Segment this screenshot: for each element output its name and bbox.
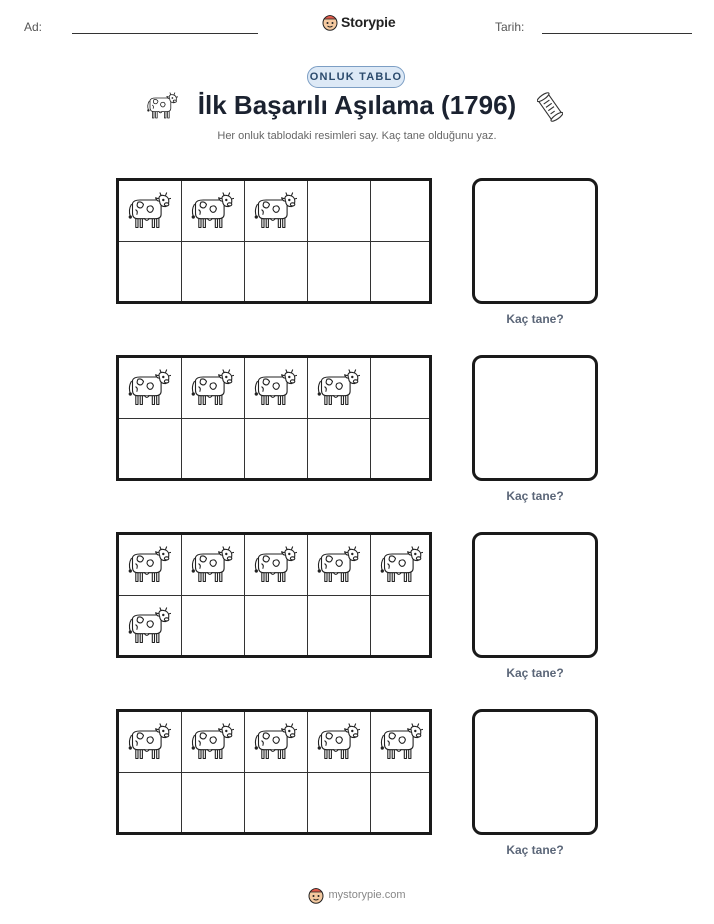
cow-icon: [127, 192, 171, 230]
page-title: İlk Başarılı Aşılama (1796): [197, 90, 517, 120]
footer-url: mystorypie.com: [328, 889, 406, 901]
cow-icon: [253, 546, 297, 584]
footer: [0, 886, 714, 904]
brand-name: Storypie: [341, 14, 396, 30]
cow-icon: [379, 546, 423, 584]
cow-icon: [253, 192, 297, 230]
cow-icon: [190, 369, 234, 407]
date-line[interactable]: [542, 33, 692, 34]
cow-icon: [146, 92, 178, 120]
answer-box[interactable]: [472, 532, 598, 658]
grid-line: [119, 418, 429, 419]
ten-frame: [116, 709, 432, 835]
answer-box[interactable]: [472, 355, 598, 481]
cow-icon: [253, 723, 297, 761]
name-line[interactable]: [72, 33, 258, 34]
cow-icon: [127, 607, 171, 645]
scroll-icon: [537, 92, 563, 122]
storypie-mascot-icon: [308, 886, 324, 904]
instructions: Her onluk tablodaki resimleri say. Kaç tane olduğunu yaz.: [217, 130, 497, 142]
cow-icon: [190, 192, 234, 230]
cow-icon: [316, 369, 360, 407]
ten-frame: [116, 178, 432, 304]
cow-icon: [127, 546, 171, 584]
cow-icon: [316, 546, 360, 584]
answer-label: Kaç tane?: [506, 489, 564, 503]
answer-box[interactable]: [472, 709, 598, 835]
answer-box[interactable]: [472, 178, 598, 304]
ten-frame: [116, 532, 432, 658]
cow-icon: [190, 546, 234, 584]
answer-label: Kaç tane?: [506, 312, 564, 326]
ten-frame: [116, 355, 432, 481]
brand-logo: [322, 13, 395, 31]
cow-icon: [253, 369, 297, 407]
answer-label: Kaç tane?: [506, 843, 564, 857]
date-label: Tarih:: [495, 20, 525, 34]
storypie-mascot-icon: [322, 13, 338, 31]
grid-line: [119, 772, 429, 773]
grid-line: [119, 241, 429, 242]
cow-icon: [127, 723, 171, 761]
answer-label: Kaç tane?: [506, 666, 564, 680]
cow-icon: [379, 723, 423, 761]
section-badge: ONLUK TABLO: [307, 66, 405, 88]
cow-icon: [190, 723, 234, 761]
name-label: Ad:: [24, 20, 43, 34]
cow-icon: [127, 369, 171, 407]
grid-line: [119, 595, 429, 596]
cow-icon: [316, 723, 360, 761]
